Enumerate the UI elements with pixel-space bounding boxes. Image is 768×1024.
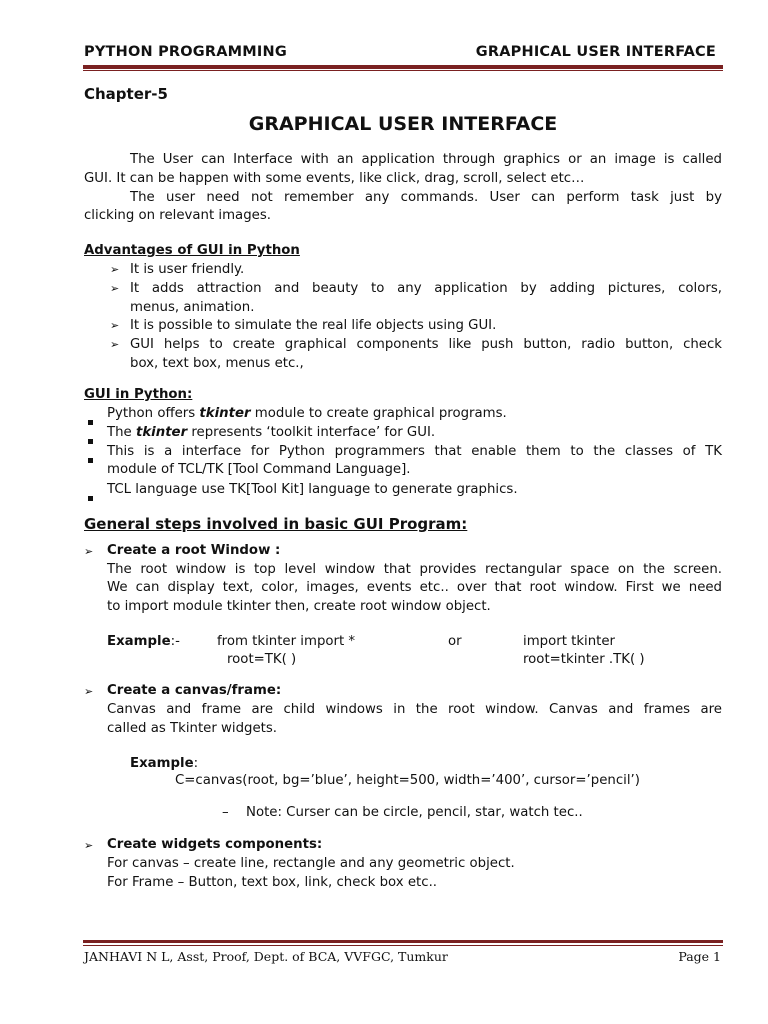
step1-line3: to import module tkinter then, create root window object. — [107, 599, 491, 614]
step1-title: Create a root Window : — [107, 543, 281, 558]
square-bullet-icon — [88, 486, 93, 505]
advantage-4-line1: GUI helps to create graphical components like push button, radio button, check — [130, 337, 722, 352]
step2-example-label: Example: — [130, 756, 199, 771]
step2-title: Create a canvas/frame: — [107, 683, 282, 698]
header-right: GRAPHICAL USER INTERFACE — [475, 44, 716, 60]
intro-p1-line2: GUI. It can be happen with some events, like click, drag, scroll, select etc… — [84, 171, 585, 186]
square-bullet-icon — [88, 429, 93, 448]
footer-page-number: Page 1 — [678, 949, 721, 964]
step1-code-from-import: from tkinter import * — [217, 634, 356, 649]
intro-p1-line1: The User can Interface with an application through graphics or an image is called — [130, 152, 722, 167]
arrow-bullet-icon: ➢ — [110, 338, 120, 351]
header-rule — [83, 65, 723, 69]
step1-code-root-tkinter: root=tkinter .TK( ) — [523, 652, 645, 667]
step2-code: C=canvas(root, bg=’blue’, height=500, width=’400’, cursor=’pencil’) — [175, 773, 640, 788]
square-bullet-icon — [88, 410, 93, 429]
page-title: GRAPHICAL USER INTERFACE — [248, 113, 558, 135]
advantage-2-line1: It adds attraction and beauty to any application by adding pictures, colors, — [130, 281, 722, 296]
step2-dash: – — [222, 805, 229, 820]
arrow-bullet-icon: ➢ — [84, 545, 94, 558]
advantage-3: It is possible to simulate the real life objects using GUI. — [130, 318, 497, 333]
arrow-bullet-icon: ➢ — [84, 839, 94, 852]
gui-python-heading: GUI in Python: — [84, 387, 193, 402]
step2-line2: called as Tkinter widgets. — [107, 721, 278, 736]
footer-author: JANHAVI N L, Asst, Proof, Dept. of BCA, VVFGC, Tumkur — [84, 949, 448, 964]
step1-example-label: Example:- — [107, 634, 180, 649]
step3-title: Create widgets components: — [107, 837, 323, 852]
footer-rule — [83, 940, 723, 943]
arrow-bullet-icon: ➢ — [110, 282, 120, 295]
step1-line2: We can display text, color, images, events etc.. over that root window. First we need — [107, 580, 722, 595]
footer-rule-thin — [83, 945, 723, 946]
step1-line1: The root window is top level window that provides rectangular space on the screen. — [107, 562, 722, 577]
gui-python-item-4: TCL language use TK[Tool Kit] language to generate graphics. — [107, 482, 518, 497]
step2-line1: Canvas and frame are child windows in the root window. Canvas and frames are — [107, 702, 722, 717]
gui-python-item-2: The tkinter represents ‘toolkit interface’ for GUI. — [107, 425, 436, 440]
arrow-bullet-icon: ➢ — [110, 263, 120, 276]
step1-or: or — [448, 634, 462, 649]
intro-p2-line1: The user need not remember any commands. User can perform task just by — [130, 190, 722, 205]
step1-code-import: import tkinter — [523, 634, 616, 649]
step1-code-root: root=TK( ) — [227, 652, 297, 667]
advantage-1: It is user friendly. — [130, 262, 245, 277]
arrow-bullet-icon: ➢ — [110, 319, 120, 332]
header-rule-thin — [83, 70, 723, 71]
advantage-4-line2: box, text box, menus etc., — [130, 356, 304, 371]
step2-note: Note: Curser can be circle, pencil, star, watch tec.. — [246, 805, 583, 820]
square-bullet-icon — [88, 448, 93, 467]
steps-heading: General steps involved in basic GUI Program: — [84, 515, 468, 533]
step3-line1: For canvas – create line, rectangle and any geometric object. — [107, 856, 515, 871]
gui-python-item-3-line1: This is a interface for Python programmers that enable them to the classes of TK — [107, 444, 722, 459]
chapter-label: Chapter-5 — [84, 85, 168, 103]
advantages-heading: Advantages of GUI in Python — [84, 243, 300, 258]
advantage-2-line2: menus, animation. — [130, 300, 255, 315]
header-left: PYTHON PROGRAMMING — [84, 44, 287, 60]
arrow-bullet-icon: ➢ — [84, 685, 94, 698]
step3-line2: For Frame – Button, text box, link, check box etc.. — [107, 875, 438, 890]
gui-python-item-3-line2: module of TCL/TK [Tool Command Language]. — [107, 462, 411, 477]
gui-python-item-1: Python offers tkinter module to create graphical programs. — [107, 406, 507, 421]
intro-p2-line2: clicking on relevant images. — [84, 208, 271, 223]
